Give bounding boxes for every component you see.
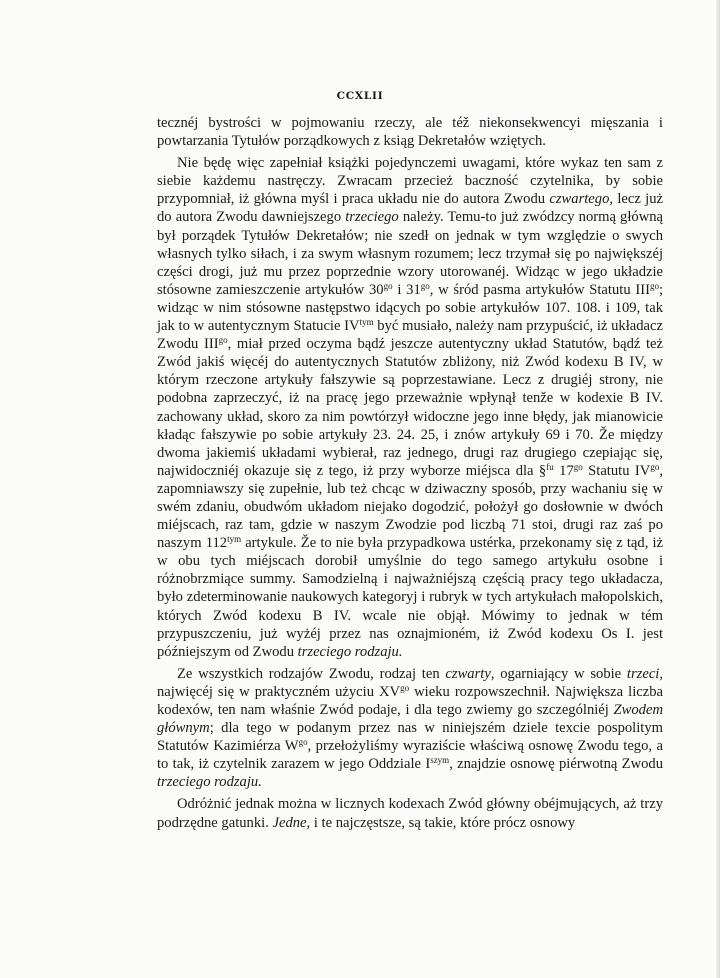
italic-text: trzeci	[626, 665, 660, 682]
text-run: , przełożyliśmy wyraziście właściwą osnowę Zwodu tego, a to tak, iż czytelnik zarazem w jego Oddziale I	[157, 738, 663, 773]
page-edge-shadow	[716, 0, 720, 978]
italic-text: czwartego	[549, 191, 610, 208]
superscript-abbrev: szym	[430, 755, 450, 766]
paragraph	[157, 795, 663, 831]
text-run: Statutu IV	[582, 462, 651, 479]
superscript-abbrev: go	[218, 335, 228, 346]
superscript-abbrev: tym	[227, 534, 242, 545]
text-run: wieku rozpowszechnił. Największa liczba kodexów, ten nam właśnie Zwód podaje, i dla tego zwiemy go szczególniéj	[157, 683, 663, 718]
text-run: artykule. Že to nie była przypadkowa ustérka, przekonamy się z tąd, iż w obu tych miéjscach dorobił umyślnie do tego samego artykułu osobne i różnobrzmiące summy. Samodzielną i najważniéjszą częścią pracy tego układacza, było zdeterminowanie naukowych kategoryj i rubryk w tych artykułach małopolskich, których Zwód kodexu B IV. wcale nie objął. Mówimy to jednak w tém przypuszczeniu, już wyżéj przez nas oznajmioném, iż Zwód kodexu Os I. jest późniejszym od Zwodu	[157, 535, 664, 660]
body-text	[157, 114, 663, 832]
italic-text: trzeciego rodzaju.	[297, 643, 403, 660]
text-run: Nie będę więc zapełniał książki pojedynczemi uwagami, które wykaz ten sam z siebie każdemu nastręczy. Zwracam przecież baczność czytelnika, by sobie przypomniał, iż główna myśl i praca układu nie do autora Zwodu	[157, 155, 663, 208]
paragraph	[157, 665, 663, 792]
text-run: być musiało, należy nam przypuścić, iż układacz Zwodu III	[157, 318, 663, 353]
superscript-abbrev: go	[420, 280, 430, 291]
paragraph	[157, 114, 663, 150]
superscript-abbrev: go	[400, 682, 410, 693]
text-run: ; dla tego w podanym przez nas w niniejszém dziele texcie pospolitym Statutów Kazimiérza W	[157, 720, 663, 755]
superscript-abbrev: fu	[546, 461, 554, 472]
text-run: należy. Temu-to już zwódzcy normą główną był porządek Tytułów Dekretałów; nie szedł on jednak w tym względzie o swych własnych tylko siłach, i za swym własnym rozumem; lecz trzymał się po największéj części drogi, już mu przez poprzednie wzory utorowanéj. Widząc w jego układzie stósowne zamieszczenie artykułów 30	[157, 209, 664, 298]
text-run: , najwięcéj się w praktyczném użyciu XV	[157, 665, 664, 700]
text-run: , zapomniawszy się zupełnie, lub też chcąc w dziwaczny sposób, przy wachaniu się w swém zdaniu, obudwóm układom niejako dogodzić, położył go dosłownie w dwóch miéjscach, raz tam, gdzie w naszym Zwodzie pod liczbą 71 stoi, drugi raz zaś po naszym 112	[157, 462, 663, 552]
text-run: Ze wszystkich rodzajów Zwodu, rodzaj ten	[177, 665, 446, 682]
italic-text: czwarty	[445, 665, 491, 682]
text-run: i 31	[392, 281, 421, 298]
text-run: 17	[553, 462, 574, 479]
superscript-abbrev: go	[383, 280, 393, 291]
text-run: , miał przed oczyma bądź jeszcze autentyczny układ Statutów, bądź też Zwód jakiś więcéj do autentycznych Statutów zbliżony, niż Zwód kodexu B IV, w którym rzeczone artykuły fałszywie są poprzestawiane. Lecz z drugiéj strony, nie podobna zaprzeczyć, iż na pracę jego przeważnie wpłynął tenže w kodexie B IV. zachowany układ, skoro za nim powtórzył widoczne jego inne błędy, jak mianowicie kładąc fałszywie po sobie artykuły 23. 24. 25, i znów artykuły 69 i 70. Že między dwoma jakiemiś układami wybierał, raz jednego, drugi raz drugiego czepiając się, najwidoczniéj okazuje się z tego, iż przy wyborze miéjsca dla §	[157, 336, 663, 479]
text-run: Odróżnić jednak można w licznych kodexach Zwód główny obéjmujących, aż trzy podrzędne gatunki.	[157, 796, 663, 831]
superscript-abbrev: go	[650, 461, 660, 472]
italic-text: trzeciego	[345, 209, 399, 226]
text-run: ; widząc w nim stósowne następstwo idących po sobie artykułów 107. 108. i 109, tak jak to w autentycznym Statucie IV	[157, 281, 663, 335]
page-number: CCXLII	[336, 90, 384, 102]
text-run: , i te najczęstsze, są takie, które prócz osnowy	[306, 814, 576, 831]
text-run: , ogarniający w sobie	[490, 665, 627, 682]
italic-text: Jedne	[272, 814, 307, 831]
italic-text: Zwodem głównym	[157, 702, 663, 737]
text-run: , w śród pasma artykułów Statutu III	[429, 281, 650, 298]
superscript-abbrev: tym	[359, 317, 374, 328]
paragraph	[157, 154, 663, 661]
text-run: tecznéj bystrości w pojmowaniu rzeczy, ale též niekonsekwencyi mięszania i powtarzania Tytułów porządkowych z ksiąg Dekretałów wziętych.	[157, 115, 663, 150]
text-run: , znajdzie osnowę piérwotną Zwodu	[449, 756, 663, 773]
text-run: , lecz już do autora Zwodu dawniejszego	[157, 191, 663, 226]
superscript-abbrev: go	[573, 461, 583, 472]
italic-text: trzeciego rodzaju.	[157, 774, 262, 791]
superscript-abbrev: go	[298, 737, 308, 748]
superscript-abbrev: go	[649, 280, 659, 291]
